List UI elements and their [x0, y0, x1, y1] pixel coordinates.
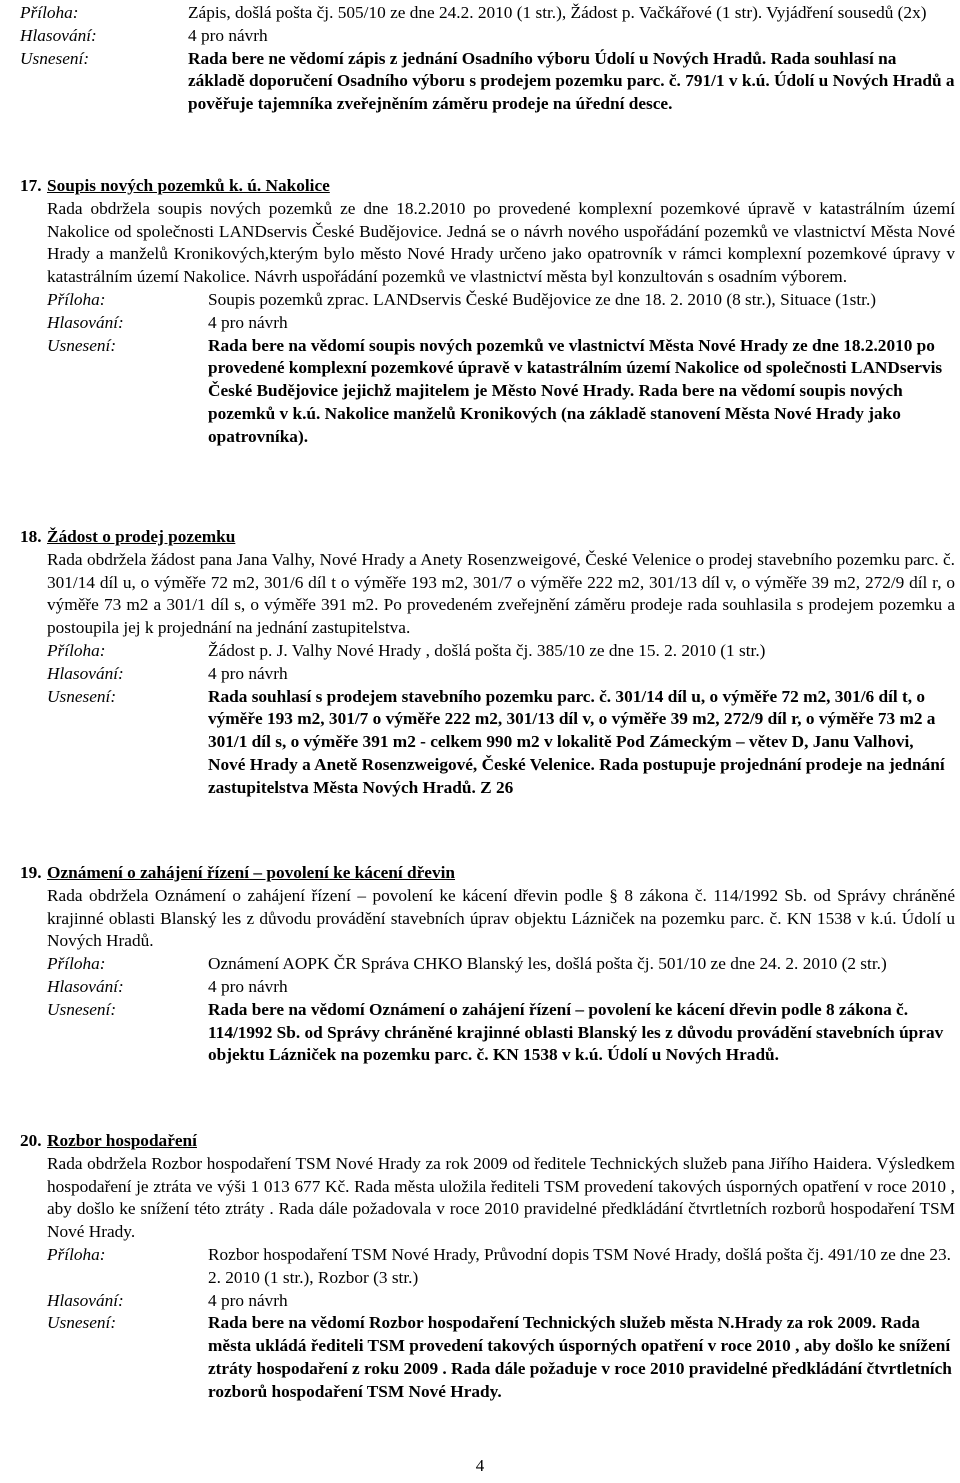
hlasovani-row	[20, 312, 955, 335]
hlasovani-label: Hlasování:	[47, 312, 124, 332]
section-title: Žádost o prodej pozemku	[47, 527, 236, 546]
hlasovani-row	[20, 1290, 955, 1313]
usneseni-label: Usnesení:	[47, 335, 117, 355]
hlasovani-label: Hlasování:	[47, 663, 124, 683]
usneseni-row	[20, 1312, 955, 1403]
hlasovani-label: Hlasování:	[20, 25, 97, 45]
hlasovani-label: Hlasování:	[47, 976, 124, 996]
section-heading	[20, 175, 955, 198]
hlasovani-text: 4 pro návrh	[208, 312, 288, 332]
section-body: Rada obdržela Rozbor hospodaření TSM Nové Hrady za rok 2009 od ředitele Technických služeb pana Jiřího Haidera. Výsledkem hospodaření je ztráta ve výši 1 013 677 Kč. Rada města uložila řediteli TSM provedení takových úsporných opatření v roce 2010 , aby došlo ke snížení této ztráty . Rada dále požadovala v roce 2010 pravidelné předkládání čtvrtletních rozborů hospodaření TSM Nové Hrady.	[47, 1153, 955, 1242]
priloha-label: Příloha:	[47, 1244, 106, 1264]
priloha-row	[20, 289, 955, 312]
usneseni-label: Usnesení:	[47, 686, 117, 706]
priloha-text: Soupis pozemků zprac. LANDservis České Budějovice ze dne 18. 2. 2010 (8 str.), Situace (1str.)	[208, 289, 877, 309]
priloha-text: Zápis, došlá pošta čj. 505/10 ze dne 24.2. 2010 (1 str.), Žádost p. Vačkářové (1 str). Vyjádření sousedů (2x)	[188, 3, 927, 22]
section-number: 18.	[20, 527, 42, 546]
section-heading	[20, 862, 955, 885]
section-18	[20, 526, 955, 800]
intro-hlasovani-row	[20, 25, 955, 48]
usneseni-label: Usnesení:	[47, 1313, 117, 1333]
section-heading	[20, 526, 955, 549]
usneseni-text: Rada bere ne vědomí zápis z jednání Osadního výboru Údolí u Nových Hradů. Rada souhlasí na základě doporučení Osadního výboru s prodejem pozemku parc. č. 791/1 v k.ú. Údolí u Nových Hradů a pověřuje tajemníka zveřejněním záměru prodeje na úřední desce.	[188, 48, 955, 114]
usneseni-row	[20, 335, 955, 449]
usneseni-label: Usnesení:	[47, 999, 117, 1019]
priloha-label: Příloha:	[47, 640, 106, 660]
hlasovani-text: 4 pro návrh	[188, 25, 268, 45]
priloha-label: Příloha:	[47, 289, 106, 309]
priloha-text: Žádost p. J. Valhy Nové Hrady , došlá pošta čj. 385/10 ze dne 15. 2. 2010 (1 str.)	[208, 640, 766, 660]
section-number: 19.	[20, 863, 42, 882]
priloha-label: Příloha:	[20, 3, 79, 22]
section-number: 17.	[20, 176, 42, 195]
usneseni-text: Rada bere na vědomí Rozbor hospodaření Technických služeb města N.Hrady za rok 2009. Rada města ukládá řediteli TSM provedení takových úsporných opatření v roce 2010 , aby došlo ke snížení ztráty hospodaření z roku 2009 . Rada dále požaduje v roce 2010 pravidelné předkládání čtvrtletních rozborů hospodaření TSM Nové Hrady.	[208, 1313, 952, 1401]
usneseni-text: Rada bere na vědomí Oznámení o zahájení řízení – povolení ke kácení dřevin podle 8 zákona č. 114/1992 Sb. od Správy chráněné krajinné oblasti Blanský les z důvodu provádění stavebních úprav objektu Lázniček na pozemku parc. č. KN 1538 v k.ú. Údolí u Nových Hradů.	[208, 999, 944, 1065]
page-number: 4	[475, 1456, 485, 1475]
hlasovani-text: 4 pro návrh	[208, 1290, 288, 1310]
section-19	[20, 862, 955, 1067]
priloha-text: Oznámení AOPK ČR Správa CHKO Blanský les, došlá pošta čj. 501/10 ze dne 24. 2. 2010 (2 str.)	[208, 954, 887, 974]
section-body: Rada obdržela Oznámení o zahájení řízení – povolení ke kácení dřevin podle § 8 zákona č. 114/1992 Sb. od Správy chráněné krajinné oblasti Blanský les z důvodu provádění stavebních úprav objektu Lázniček na pozemku parc. č. KN 1538 v k.ú. Údolí u Nových Hradů.	[47, 885, 955, 951]
hlasovani-row	[20, 663, 955, 686]
priloha-row	[20, 953, 955, 976]
intro-usneseni-row	[20, 48, 955, 116]
section-title: Oznámení o zahájení řízení – povolení ke kácení dřevin	[47, 863, 456, 882]
section-body: Rada obdržela žádost pana Jana Valhy, Nové Hrady a Anety Rosenzweigové, České Velenice o prodej stavebního pozemku parc. č. 301/14 díl u, o výměře 72 m2, 301/6 díl t o výměře 193 m2, 301/7 o výměře 222 m2, 301/13 díl v, o výměře 39 m2, 272/9 díl r, o výměře 73 m2 a 301/1 díl s, o výměře 391 m2. Po provedeném zveřejnění záměru prodeje rada souhlasila s prodejem pozemku a postoupila jej k projednání na jednání zastupitelstva.	[47, 549, 955, 638]
priloha-row	[20, 1244, 955, 1290]
priloha-text: Rozbor hospodaření TSM Nové Hrady, Průvodní dopis TSM Nové Hrady, došlá pošta čj. 491/10 ze dne 23. 2. 2010 (1 str.), Rozbor (3 str.)	[208, 1244, 951, 1287]
section-20	[20, 1130, 955, 1404]
usneseni-text: Rada souhlasí s prodejem stavebního pozemku parc. č. 301/14 díl u, o výměře 72 m2, 301/6 díl t, o výměře 193 m2, 301/7 o výměře 222 m2, 301/13 díl v, o výměře 39 m2, 272/9 díl r, o výměře 73 m2 a 301/1 díl s, o výměře 391 m2 - celkem 990 m2 v lokalitě Pod Zámeckým – větev D, Janu Valhovi, Nové Hrady a Anetě Rosenzweigové, České Velenice. Rada postupuje projednání prodeje na jednání zastupitelstva Města Nových Hradů. Z 26	[208, 686, 945, 797]
section-body: Rada obdržela soupis nových pozemků ze dne 18.2.2010 po provedené komplexní pozemkové úpravě v katastrálním území Nakolice od společnosti LANDservis České Budějovice. Jedná se o návrh nového uspořádání pozemků ve vlastnictví Města Nové Hrady a manželů Kronikových,kterým bylo město Nové Hrady určeno jako opatrovník v rámci komplexní pozemkové úpravy v katastrálním území Nakolice. Návrh uspořádání pozemků ve vlastnictví města byl konzultován s osadním výborem.	[47, 198, 955, 287]
usneseni-row	[20, 686, 955, 800]
section-17	[20, 175, 955, 449]
section-title: Soupis nových pozemků k. ú. Nakolice	[47, 176, 330, 195]
intro-priloha-row	[20, 2, 955, 25]
intro-block	[20, 2, 955, 116]
usneseni-row	[20, 999, 955, 1067]
hlasovani-label: Hlasování:	[47, 1290, 124, 1310]
hlasovani-text: 4 pro návrh	[208, 976, 288, 996]
hlasovani-text: 4 pro návrh	[208, 663, 288, 683]
priloha-row	[20, 640, 955, 663]
usneseni-label: Usnesení:	[20, 48, 90, 68]
priloha-label: Příloha:	[47, 954, 106, 974]
hlasovani-row	[20, 976, 955, 999]
section-heading	[20, 1130, 955, 1153]
usneseni-text: Rada bere na vědomí soupis nových pozemků ve vlastnictví Města Nové Hrady ze dne 18.2.2010 po provedené komplexní pozemkové úpravě v katastrálním území Nakolice od společnosti LANDservis České Budějovice jejichž majitelem je Město Nové Hrady. Rada bere na vědomí soupis nových pozemků v k.ú. Nakolice manželů Kronikových (na základě stanovení Města Nové Hrady jako opatrovníka).	[208, 335, 943, 446]
section-title: Rozbor hospodaření	[47, 1131, 197, 1150]
section-number: 20.	[20, 1131, 42, 1150]
